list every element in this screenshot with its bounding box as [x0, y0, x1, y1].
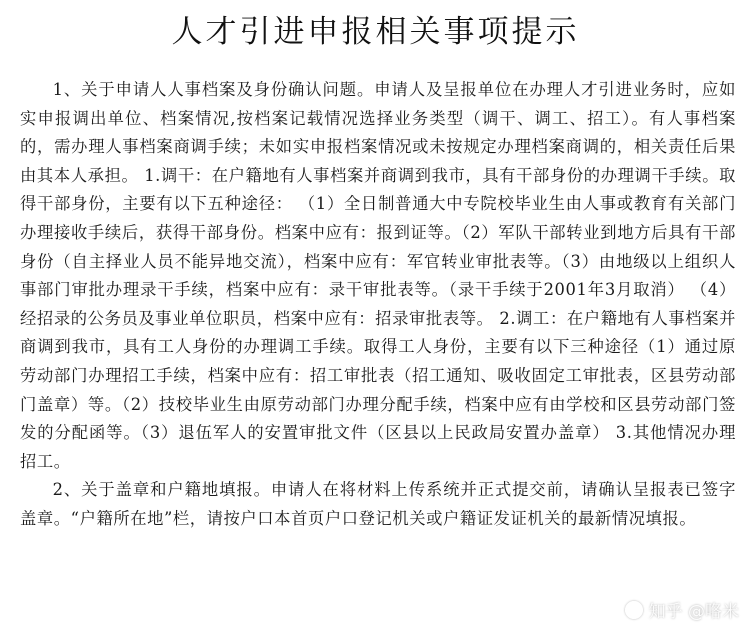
document-title: 人才引进申报相关事项提示 — [171, 14, 580, 50]
watermark — [625, 597, 739, 622]
paragraph-1: 1、关于申请人人事档案及身份确认问题。申请人及呈报单位在办理人才引进业务时，应如实申报调出单位、档案情况,按档案记载情况选择业务类型（调干、调工、招工）。有人事档案的，需办理人事档案商调手续；未如实申报档案情况或未按规定办理档案商调的，相关责任后果由其本人承担。 1.调干：在户籍地有人事档案并商调到我市，具有干部身份的办理调干手续。取得干部身份，主要有以下五种途径： （1）全日制普通大中专院校毕业生由人事或教育有关部门办理接收手续后，获得干部身份。档案中应有：报到证等。（2）军队干部转业到地方后具有干部身份（自主择业人员不能异地交流），档案中应有：军官转业审批表等。（3）由地级以上组织人事部门审批办理录干手续，档案中应有：录干审批表等。（录干手续于2001年3月取消） （4）经招录的公务员及事业单位职员，档案中应有：招录审批表等。 2.调工：在户籍地有人事档案并商调到我市，具有工人身份的办理调工手续。取得工人身份，主要有以下三种途径（1）通过原劳动部门办理招工手续，档案中应有：招工审批表（招工通知、吸收固定工审批表，区县劳动部门盖章）等。（2）技校毕业生由原劳动部门办理分配手续，档案中应有由学校和区县劳动部门签发的分配函等。（3）退伍军人的安置审批文件（区县以上民政局安置办盖章） 3.其他情况办理招工。 — [20, 80, 736, 471]
avatar-icon — [625, 601, 643, 619]
paragraph-2: 2、关于盖章和户籍地填报。申请人在将材料上传系统并正式提交前，请确认呈报表已签字盖章。“户籍所在地”栏，请按户口本首页户口登记机关或户籍证发证机关的最新情况填报。 — [20, 480, 736, 528]
document-body — [20, 76, 736, 534]
watermark-text: 知乎 @咯米 — [648, 602, 739, 622]
